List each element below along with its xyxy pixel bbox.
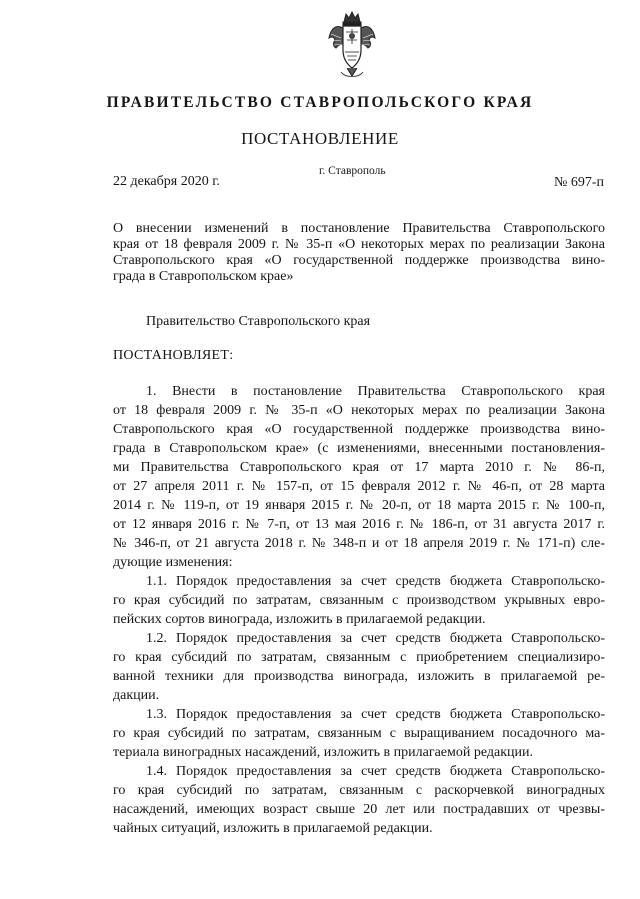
- document-city: г. Ставрополь: [319, 165, 386, 177]
- paragraph-line: 1.4. Порядок предоставления за счет средств бюджета Ставропольско-: [146, 764, 605, 779]
- paragraph-line: пейских сортов винограда, изложить в прилагаемой редакции.: [113, 612, 486, 627]
- paragraph-line: насаждений, имеющих возраст свыше 20 лет или пострадавших от чрезвы-: [113, 802, 605, 817]
- paragraph-line: от 12 января 2016 г. № 7-п, от 13 мая 2016 г. № 186-п, от 31 августа 2017 г.: [113, 517, 605, 532]
- paragraph-line: ми Правительства Ставропольского края от 17 марта 2010 г. № 86-п,: [113, 460, 605, 475]
- paragraph-line: 2014 г. № 119-п, от 19 января 2015 г. № 20-п, от 18 марта 2015 г. № 100-п,: [113, 498, 605, 513]
- subject-line: края от 18 февраля 2009 г. № 35-п «О некоторых мерах по реализации Закона: [113, 237, 605, 252]
- document-number: № 697-п: [553, 175, 604, 190]
- subject-line: Ставропольского края «О государственной поддержке производства вино-: [113, 253, 605, 268]
- paragraph-line: № 346-п, от 21 августа 2018 г. № 348-п и от 18 апреля 2019 г. № 171-п) сле-: [113, 536, 605, 551]
- paragraph-line: ванной техники для производства винограда, изложить в прилагаемой ре-: [113, 669, 605, 684]
- paragraph-line: териала виноградных насаждений, изложить в прилагаемой редакции.: [113, 745, 534, 760]
- subject-line: града в Ставропольском крае»: [113, 269, 294, 284]
- paragraph-line: го края субсидий по затратам, связанным с производством укрывных евро-: [113, 593, 605, 608]
- paragraph-line: от 18 февраля 2009 г. № 35-п «О некоторых мерах по реализации Закона: [113, 403, 605, 418]
- paragraph-line: 1.3. Порядок предоставления за счет средств бюджета Ставропольско-: [146, 707, 605, 722]
- paragraph-line: от 27 апреля 2011 г. № 157-п, от 15 февраля 2012 г. № 46-п, от 28 марта: [113, 479, 605, 494]
- paragraph-line: Ставропольского края «О государственной поддержке производства вино-: [113, 422, 605, 437]
- paragraph-line: 1.1. Порядок предоставления за счет средств бюджета Ставропольско-: [146, 574, 605, 589]
- paragraph-line: града в Ставропольском крае» (с изменениями, внесенными постановления-: [113, 441, 605, 456]
- subject-line: О внесении изменений в постановление Правительства Ставропольского: [113, 221, 605, 236]
- paragraph-line: го края субсидий по затратам, связанным с раскорчевкой виноградных: [113, 783, 605, 798]
- stavropol-coat-of-arms-icon: [327, 10, 377, 82]
- paragraph-line: го края субсидий по затратам, связанным с выращиванием посадочного ма-: [113, 726, 605, 741]
- paragraph-line: дакции.: [113, 688, 160, 703]
- decides-heading: ПОСТАНОВЛЯЕТ:: [113, 348, 234, 363]
- paragraph-line: чайных ситуаций, изложить в прилагаемой редакции.: [113, 821, 433, 836]
- paragraph-line: 1.2. Порядок предоставления за счет средств бюджета Ставропольско-: [146, 631, 605, 646]
- document-type: ПОСТАНОВЛЕНИЕ: [241, 129, 399, 148]
- preamble: Правительство Ставропольского края: [146, 314, 371, 329]
- government-name: ПРАВИТЕЛЬСТВО СТАВРОПОЛЬСКОГО КРАЯ: [106, 94, 534, 111]
- paragraph-line: го края субсидий по затратам, связанным с приобретением специализиро-: [113, 650, 605, 665]
- document-date: 22 декабря 2020 г.: [113, 174, 220, 189]
- paragraph-line: дующие изменения:: [113, 555, 233, 570]
- paragraph-line: 1. Внести в постановление Правительства Ставропольского края: [146, 384, 605, 399]
